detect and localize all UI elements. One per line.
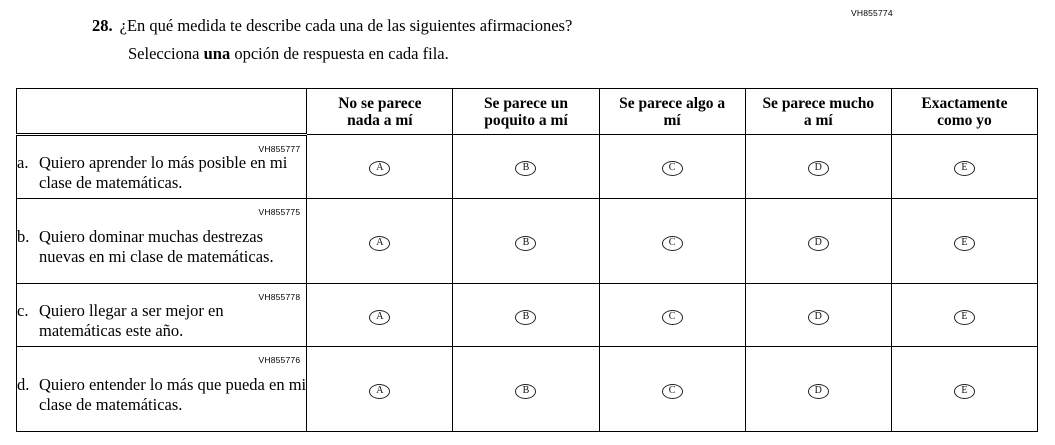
option-c-2[interactable] xyxy=(453,284,599,347)
question-prompt-line xyxy=(92,16,972,36)
bubble-icon[interactable]: A xyxy=(369,384,390,399)
instruction-post: opción de respuesta en cada fila. xyxy=(230,44,449,63)
bubble-icon[interactable]: C xyxy=(662,236,683,251)
row-stem-b xyxy=(17,199,307,284)
bubble-icon[interactable]: B xyxy=(515,236,536,251)
option-c-3[interactable] xyxy=(599,284,745,347)
question-prompt: ¿En qué medida te describe cada una de las siguientes afirmaciones? xyxy=(119,16,573,35)
matrix-header-row xyxy=(17,89,1038,135)
bubble-icon[interactable]: C xyxy=(662,384,683,399)
option-d-3[interactable] xyxy=(599,347,745,432)
row-letter-d: d. xyxy=(17,374,30,394)
instruction-pre: Selecciona xyxy=(128,44,204,63)
bubble-icon[interactable]: D xyxy=(808,310,829,325)
table-row xyxy=(17,347,1038,432)
instruction-emphasis: una xyxy=(203,44,231,63)
row-stem-c xyxy=(17,284,307,347)
question-instruction xyxy=(128,44,972,64)
column-header-3-line2: mí xyxy=(663,111,681,129)
column-header-3-line1: Se parece algo a xyxy=(619,94,726,112)
matrix-header-blank xyxy=(17,89,307,135)
row-item-code-d: VH855776 xyxy=(258,355,301,365)
row-text-d: Quiero entender lo más que pueda en mi clase de matemáticas. xyxy=(39,374,307,414)
option-d-4[interactable] xyxy=(745,347,891,432)
column-header-1-line1: No se parece xyxy=(338,94,422,112)
bubble-icon[interactable]: B xyxy=(515,310,536,325)
option-a-1[interactable] xyxy=(307,135,453,199)
option-b-4[interactable] xyxy=(745,199,891,284)
matrix-column-header-1 xyxy=(307,89,453,135)
bubble-icon[interactable]: D xyxy=(808,236,829,251)
column-header-1-line2: nada a mí xyxy=(347,111,413,129)
row-text-c: Quiero llegar a ser mejor en matemáticas este año. xyxy=(39,300,224,340)
column-header-2-line2: poquito a mí xyxy=(484,111,568,129)
row-item-code-b: VH855775 xyxy=(258,207,301,217)
option-d-2[interactable] xyxy=(453,347,599,432)
row-stem-d xyxy=(17,347,307,432)
matrix-column-header-3 xyxy=(599,89,745,135)
option-d-1[interactable] xyxy=(307,347,453,432)
option-b-5[interactable] xyxy=(891,199,1037,284)
table-row xyxy=(17,284,1038,347)
option-b-2[interactable] xyxy=(453,199,599,284)
bubble-icon[interactable]: C xyxy=(662,310,683,325)
option-a-2[interactable] xyxy=(453,135,599,199)
bubble-icon[interactable]: C xyxy=(662,161,683,176)
bubble-icon[interactable]: D xyxy=(808,161,829,176)
page-item-code: VH855774 xyxy=(851,8,893,18)
option-a-5[interactable] xyxy=(891,135,1037,199)
column-header-5-line2: como yo xyxy=(937,111,992,129)
option-b-3[interactable] xyxy=(599,199,745,284)
response-matrix xyxy=(16,88,1038,432)
row-stem-a xyxy=(17,135,307,199)
column-header-5-line1: Exactamente xyxy=(921,94,1008,112)
row-letter-b: b. xyxy=(17,226,30,246)
table-row xyxy=(17,135,1038,199)
question-number: 28. xyxy=(92,16,113,35)
column-header-2-line1: Se parece un xyxy=(483,94,569,112)
row-letter-a: a. xyxy=(17,152,29,172)
column-header-4-line1: Se parece mucho xyxy=(762,94,875,112)
bubble-icon[interactable]: B xyxy=(515,161,536,176)
option-a-4[interactable] xyxy=(745,135,891,199)
bubble-icon[interactable]: D xyxy=(808,384,829,399)
bubble-icon[interactable]: E xyxy=(954,161,975,176)
row-item-code-c: VH855778 xyxy=(258,292,301,302)
option-a-3[interactable] xyxy=(599,135,745,199)
option-c-1[interactable] xyxy=(307,284,453,347)
row-text-a: Quiero aprender lo más posible en mi clase de matemáticas. xyxy=(39,152,288,192)
bubble-icon[interactable]: A xyxy=(369,310,390,325)
bubble-icon[interactable]: B xyxy=(515,384,536,399)
matrix-column-header-5 xyxy=(891,89,1037,135)
bubble-icon[interactable]: E xyxy=(954,236,975,251)
option-b-1[interactable] xyxy=(307,199,453,284)
row-item-code-a: VH855777 xyxy=(258,144,301,154)
question-block xyxy=(92,16,972,64)
option-d-5[interactable] xyxy=(891,347,1037,432)
bubble-icon[interactable]: A xyxy=(369,161,390,176)
option-c-5[interactable] xyxy=(891,284,1037,347)
matrix-column-header-2 xyxy=(453,89,599,135)
bubble-icon[interactable]: E xyxy=(954,384,975,399)
row-letter-c: c. xyxy=(17,300,29,320)
column-header-4-line2: a mí xyxy=(803,111,833,129)
bubble-icon[interactable]: A xyxy=(369,236,390,251)
bubble-icon[interactable]: E xyxy=(954,310,975,325)
row-text-b: Quiero dominar muchas destrezas nuevas en mi clase de matemáticas. xyxy=(39,226,274,266)
table-row xyxy=(17,199,1038,284)
option-c-4[interactable] xyxy=(745,284,891,347)
matrix-column-header-4 xyxy=(745,89,891,135)
